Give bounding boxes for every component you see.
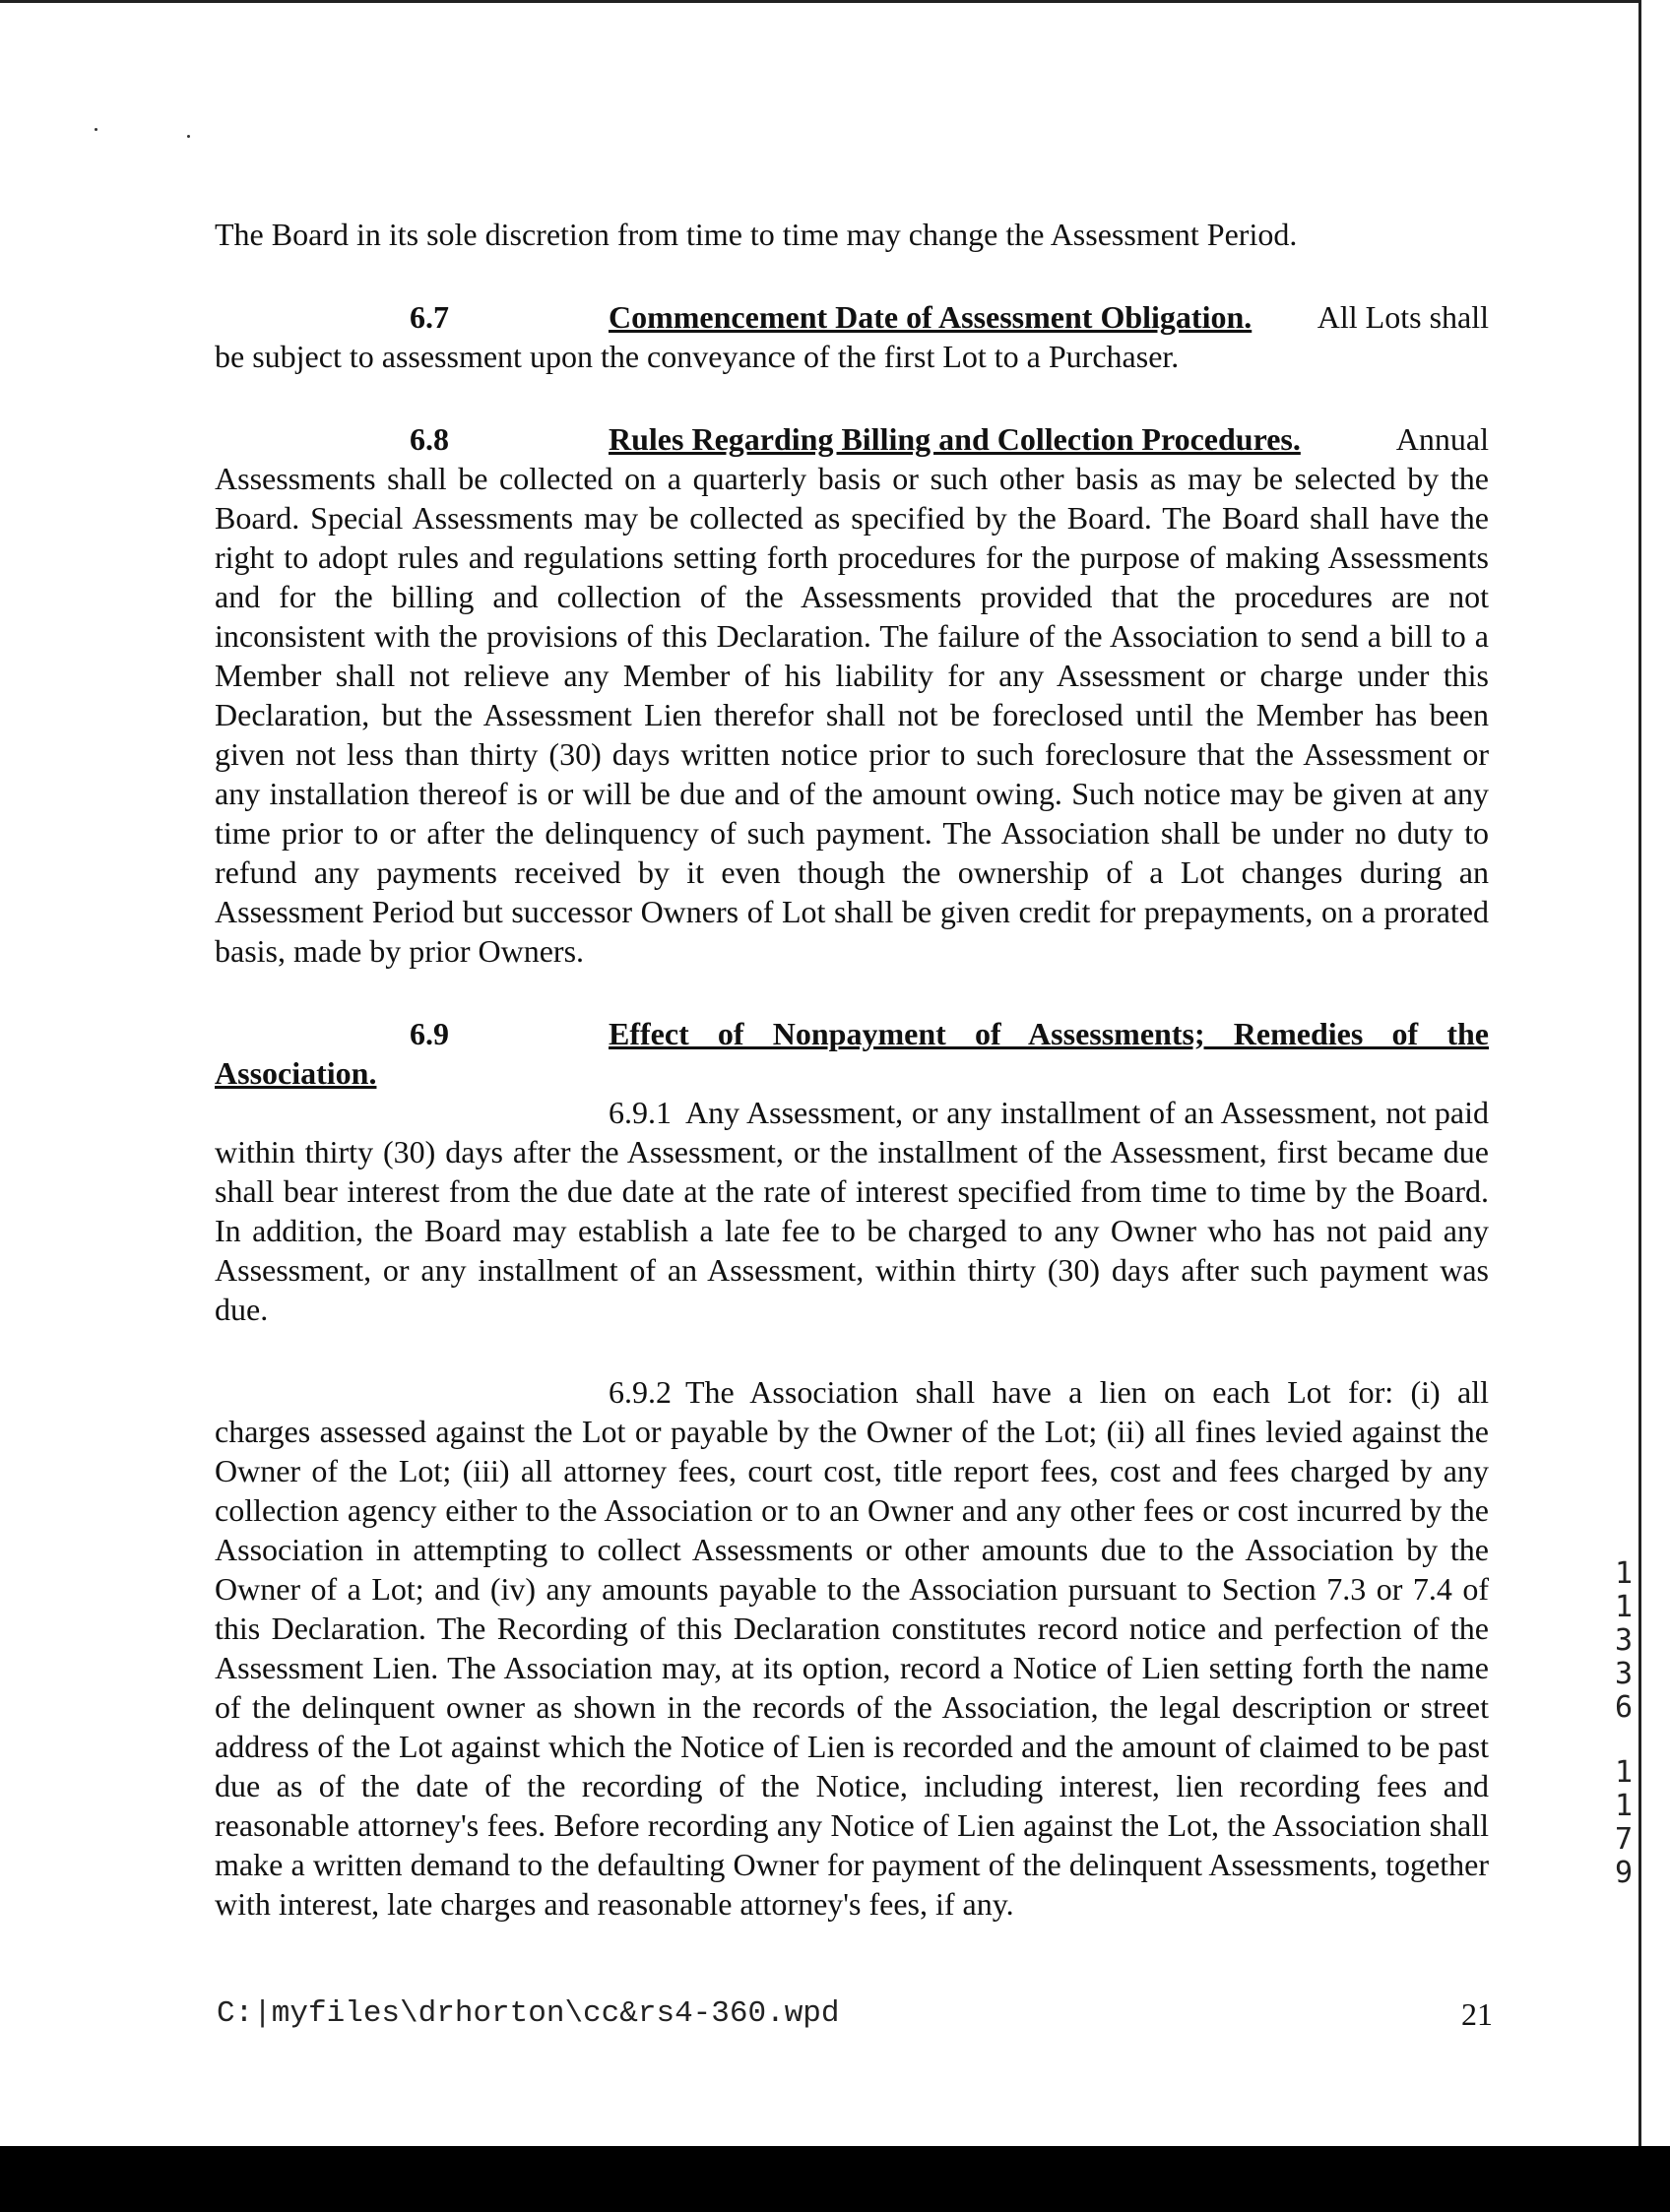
scan-top-edge: [0, 0, 1639, 3]
section-number: 6.9: [410, 1016, 449, 1051]
stamp-digit: 3: [1614, 1623, 1634, 1658]
stamp-digit: 1: [1614, 1755, 1634, 1790]
section-lead-text: All Lots shall: [1317, 299, 1489, 335]
stamp-digit: 1: [1614, 1556, 1634, 1591]
stamp-digit: 3: [1614, 1657, 1634, 1691]
subsection-number: 6.9.1: [609, 1095, 672, 1130]
scan-speck: [95, 128, 97, 131]
scan-bottom-edge: [0, 2146, 1670, 2212]
subsection-6-9-1: [215, 1093, 1489, 1329]
stamp-digit: 6: [1614, 1690, 1634, 1725]
stamp-digit: 9: [1614, 1856, 1634, 1890]
section-lead-text: Annual: [1395, 421, 1489, 457]
margin-stamp-lower: [1611, 1756, 1637, 1890]
stamp-digit: 1: [1614, 1590, 1634, 1624]
section-title: Rules Regarding Billing and Collection Procedures.: [609, 421, 1301, 457]
subsection-text: Any Assessment, or any installment of an Assessment, not paid within thirty (30) days after the Assessment, or the installment of the Assessment, first became due shall bear interest from the due date at the rate of interest specified from time to time by the Board. In addition, the Board may establish a late fee to be charged to any Owner who has not paid any Assessment, or any installment of an Assessment, within thirty (30) days after such payment was due.: [215, 1095, 1489, 1327]
intro-paragraph: The Board in its sole discretion from time to time may change the Assessment Period.: [215, 217, 1298, 252]
section-title: Commencement Date of Assessment Obligation.: [609, 299, 1252, 335]
stamp-digit: 7: [1614, 1822, 1634, 1857]
section-6-9-heading: [215, 1014, 1489, 1053]
section-number: 6.8: [410, 421, 449, 457]
stamp-digit: 1: [1614, 1789, 1634, 1823]
section-title-continued: Association.: [215, 1055, 377, 1091]
section-6-8-body: Assessments shall be collected on a quarterly basis or such other basis as may be selected by the Board. Special Assessments may be collected as specified by the Board. The Board shall have the right to adopt rules and regulations setting forth procedures for the purpose of making Assessments and for the billing and collection of the Assessments provided that the procedures are not inconsistent with the provisions of this Declaration. The failure of the Association to send a bill to a Member shall not relieve any Member of his liability for any Assessment or charge under this Declaration, but the Assessment Lien therefor shall not be foreclosed until the Member has been given not less than thirty (30) days written notice prior to such foreclosure that the Assessment or any installation thereof is or will be due and of the amount owing. Such notice may be given at any time prior to or after the delinquency of such payment. The Association shall be under no duty to refund any payments received by it even though the ownership of a Lot changes during an Assessment Period but successor Owners of Lot shall be given credit for prepayments, on a prorated basis, made by prior Owners.: [215, 461, 1489, 969]
section-number: 6.7: [410, 299, 449, 335]
subsection-text: The Association shall have a lien on each Lot for: (i) all charges assessed against the Lot or payable by the Owner of the Lot; (ii) all fines levied against the Owner of the Lot; (iii) all attorney fees, court cost, title report fees, cost and fees charged by any collection agency either to the Association or to an Owner and any other fees or cost incurred by the Association in attempting to collect Assessments or other amounts due to the Association by the Owner of a Lot; and (iv) any amounts payable to the Association pursuant to Section 7.3 or 7.4 of this Declaration. The Recording of this Declaration constitutes record notice and perfection of the Assessment Lien. The Association may, at its option, record a Notice of Lien setting forth the name of the delinquent owner as shown in the records of the Association, the legal description or street address of the Lot against which the Notice of Lien is recorded and the amount of claimed to be past due as of the date of the recording of the Notice, including interest, lien recording fees and reasonable attorney's fees. Before recording any Notice of Lien against the Lot, the Association shall make a written demand to the defaulting Owner for payment of the delinquent Assessments, together with interest, late charges and reasonable attorney's fees, if any.: [215, 1374, 1489, 1922]
margin-stamp-upper: [1611, 1557, 1637, 1725]
subsection-6-9-2: [215, 1372, 1489, 1924]
scan-right-edge: [1638, 0, 1641, 2212]
section-6-8-heading: [215, 419, 1489, 459]
section-6-7-heading: [215, 297, 1489, 337]
section-6-7-body: be subject to assessment upon the conveyance of the first Lot to a Purchaser.: [215, 339, 1180, 374]
section-title: Effect of Nonpayment of Assessments; Remedies of the: [609, 1016, 1489, 1051]
document-page: [215, 215, 1489, 1924]
scan-speck: [187, 135, 190, 138]
footer-file-path: C:|myfiles\drhorton\cc&rs4-360.wpd: [217, 1996, 840, 2031]
page-number: 21: [1461, 1996, 1493, 2032]
subsection-number: 6.9.2: [609, 1374, 672, 1410]
